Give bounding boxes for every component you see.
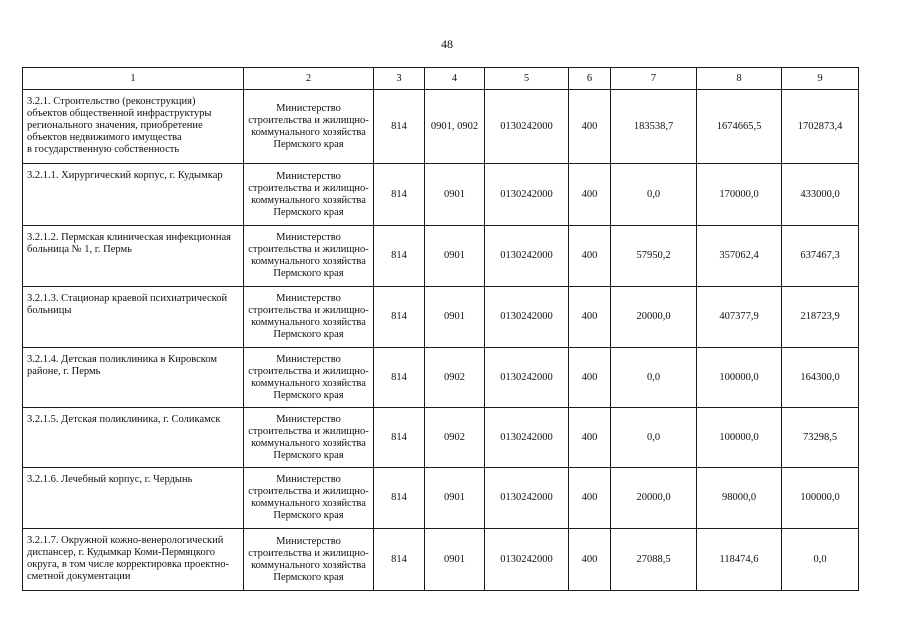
amount-col-9-cell: 100000,0 (782, 468, 859, 529)
responsible-body-cell (244, 348, 374, 408)
target-article-code-cell: 0130242000 (485, 408, 569, 468)
table-body (23, 90, 859, 591)
column-number-4: 4 (425, 68, 485, 90)
admin-code-cell: 814 (374, 529, 425, 591)
object-name-cell (23, 529, 244, 591)
section-code-cell: 0902 (425, 348, 485, 408)
table-row (23, 529, 859, 591)
object-name-line: в государственную собственность (27, 144, 180, 155)
table-header-row (23, 68, 859, 90)
responsible-body-line: Пермского края (273, 268, 344, 279)
responsible-body-line: Пермского края (273, 571, 344, 583)
responsible-body-line: Министерство (276, 413, 341, 425)
amount-col-7-cell: 20000,0 (611, 287, 697, 348)
expense-type-code-cell: 400 (569, 164, 611, 226)
amount-col-9-cell: 0,0 (782, 529, 859, 591)
table-row (23, 348, 859, 408)
target-article-code-cell: 0130242000 (485, 90, 569, 164)
responsible-body-line: коммунального хозяйства (251, 194, 366, 206)
admin-code-cell: 814 (374, 468, 425, 529)
object-name-line: сметной документации (27, 571, 131, 582)
object-name-line: больница № 1, г. Пермь (27, 244, 132, 255)
expense-type-code-cell: 400 (569, 408, 611, 468)
admin-code-cell: 814 (374, 287, 425, 348)
object-name-line: округа, в том числе корректировка проектно- (27, 559, 230, 570)
object-name-line: 3.2.1.7. Окружной кожно-венерологический (27, 535, 224, 546)
amount-col-7-cell: 183538,7 (611, 90, 697, 164)
amount-col-7-cell: 57950,2 (611, 226, 697, 287)
amount-col-7-cell: 0,0 (611, 348, 697, 408)
object-name-cell (23, 90, 244, 164)
table-row (23, 90, 859, 164)
table-row (23, 468, 859, 529)
object-name-cell (23, 468, 244, 529)
responsible-body-line: коммунального хозяйства (251, 377, 366, 389)
amount-col-9-cell: 433000,0 (782, 164, 859, 226)
admin-code-cell: 814 (374, 164, 425, 226)
expense-type-code-cell: 400 (569, 468, 611, 529)
target-article-code-cell: 0130242000 (485, 287, 569, 348)
amount-col-7-cell: 0,0 (611, 408, 697, 468)
object-name-line: объектов общественной инфраструктуры (27, 108, 212, 119)
object-name-line: 3.2.1.2. Пермская клиническая инфекционная (27, 232, 231, 243)
expense-type-code-cell: 400 (569, 287, 611, 348)
amount-col-8-cell: 100000,0 (697, 408, 782, 468)
target-article-code-cell: 0130242000 (485, 226, 569, 287)
object-name-line: больницы (27, 305, 72, 316)
responsible-body-cell (244, 529, 374, 591)
responsible-body-line: строительства и жилищно- (248, 305, 369, 316)
budget-table (22, 67, 859, 591)
amount-col-8-cell: 407377,9 (697, 287, 782, 348)
responsible-body-line: коммунального хозяйства (251, 498, 366, 509)
responsible-body-cell (244, 90, 374, 164)
responsible-body-line: Пермского края (273, 206, 344, 218)
object-name-line: 3.2.1. Строительство (реконструкция) (27, 96, 196, 107)
responsible-body-line: Министерство (276, 232, 341, 243)
responsible-body-cell (244, 408, 374, 468)
object-name-line: диспансер, г. Кудымкар Коми-Пермяцкого (27, 547, 215, 558)
amount-col-9-cell: 218723,9 (782, 287, 859, 348)
column-number-6: 6 (569, 68, 611, 90)
amount-col-8-cell: 170000,0 (697, 164, 782, 226)
responsible-body-line: Министерство (276, 535, 341, 547)
amount-col-8-cell: 357062,4 (697, 226, 782, 287)
responsible-body-line: строительства и жилищно- (248, 182, 369, 194)
target-article-code-cell: 0130242000 (485, 529, 569, 591)
responsible-body-line: строительства и жилищно- (248, 425, 369, 437)
responsible-body-line: Пермского края (273, 138, 344, 150)
expense-type-code-cell: 400 (569, 226, 611, 287)
responsible-body-line: Министерство (276, 353, 341, 365)
section-code-cell: 0902 (425, 408, 485, 468)
column-number-1: 1 (23, 68, 244, 90)
object-name-cell (23, 408, 244, 468)
object-name-line: 3.2.1.1. Хирургический корпус, г. Кудымкар (27, 170, 223, 181)
table-row (23, 408, 859, 468)
table-row (23, 226, 859, 287)
object-name-line: 3.2.1.6. Лечебный корпус, г. Чердынь (27, 474, 193, 485)
responsible-body-line: коммунального хозяйства (251, 559, 366, 571)
object-name-line: районе, г. Пермь (27, 366, 101, 377)
responsible-body-line: Министерство (276, 293, 341, 304)
amount-col-7-cell: 27088,5 (611, 529, 697, 591)
object-name-line: 3.2.1.5. Детская поликлиника, г. Соликамск (27, 414, 221, 425)
amount-col-8-cell: 98000,0 (697, 468, 782, 529)
column-number-5: 5 (485, 68, 569, 90)
responsible-body-cell (244, 164, 374, 226)
amount-col-9-cell: 637467,3 (782, 226, 859, 287)
responsible-body-line: коммунального хозяйства (251, 317, 366, 328)
responsible-body-line: Пермского края (273, 389, 344, 401)
target-article-code-cell: 0130242000 (485, 348, 569, 408)
section-code-cell: 0901 (425, 164, 485, 226)
column-number-3: 3 (374, 68, 425, 90)
section-code-cell: 0901 (425, 468, 485, 529)
responsible-body-line: Министерство (276, 474, 341, 485)
responsible-body-line: коммунального хозяйства (251, 256, 366, 267)
expense-type-code-cell: 400 (569, 529, 611, 591)
object-name-cell (23, 287, 244, 348)
responsible-body-line: строительства и жилищно- (248, 365, 369, 377)
responsible-body-cell (244, 226, 374, 287)
amount-col-7-cell: 20000,0 (611, 468, 697, 529)
responsible-body-line: строительства и жилищно- (248, 244, 369, 255)
responsible-body-line: коммунального хозяйства (251, 126, 366, 138)
target-article-code-cell: 0130242000 (485, 164, 569, 226)
section-code-cell: 0901 (425, 529, 485, 591)
responsible-body-line: Министерство (276, 102, 341, 114)
amount-col-8-cell: 1674665,5 (697, 90, 782, 164)
amount-col-9-cell: 1702873,4 (782, 90, 859, 164)
responsible-body-line: Пермского края (273, 449, 344, 461)
table-row (23, 287, 859, 348)
page-number: 48 (441, 37, 453, 51)
admin-code-cell: 814 (374, 348, 425, 408)
object-name-line: 3.2.1.3. Стационар краевой психиатрической (27, 293, 228, 304)
object-name-cell (23, 164, 244, 226)
responsible-body-line: Пермского края (273, 510, 344, 521)
object-name-cell (23, 348, 244, 408)
responsible-body-line: Министерство (276, 170, 341, 182)
responsible-body-cell (244, 468, 374, 529)
target-article-code-cell: 0130242000 (485, 468, 569, 529)
table-header (23, 68, 859, 90)
amount-col-8-cell: 118474,6 (697, 529, 782, 591)
amount-col-8-cell: 100000,0 (697, 348, 782, 408)
responsible-body-cell (244, 287, 374, 348)
admin-code-cell: 814 (374, 90, 425, 164)
expense-type-code-cell: 400 (569, 90, 611, 164)
object-name-cell (23, 226, 244, 287)
responsible-body-line: строительства и жилищно- (248, 486, 369, 497)
section-code-cell: 0901, 0902 (425, 90, 485, 164)
responsible-body-line: строительства и жилищно- (248, 547, 369, 559)
column-number-9: 9 (782, 68, 859, 90)
amount-col-7-cell: 0,0 (611, 164, 697, 226)
responsible-body-line: коммунального хозяйства (251, 437, 366, 449)
object-name-line: регионального значения, приобретение (27, 120, 203, 131)
column-number-8: 8 (697, 68, 782, 90)
object-name-line: 3.2.1.4. Детская поликлиника в Кировском (27, 354, 218, 365)
section-code-cell: 0901 (425, 226, 485, 287)
section-code-cell: 0901 (425, 287, 485, 348)
expense-type-code-cell: 400 (569, 348, 611, 408)
responsible-body-line: строительства и жилищно- (248, 114, 369, 126)
amount-col-9-cell: 164300,0 (782, 348, 859, 408)
responsible-body-line: Пермского края (273, 329, 344, 340)
table-row (23, 164, 859, 226)
column-number-7: 7 (611, 68, 697, 90)
admin-code-cell: 814 (374, 226, 425, 287)
admin-code-cell: 814 (374, 408, 425, 468)
object-name-line: объектов недвижимого имущества (27, 132, 182, 143)
column-number-2: 2 (244, 68, 374, 90)
amount-col-9-cell: 73298,5 (782, 408, 859, 468)
